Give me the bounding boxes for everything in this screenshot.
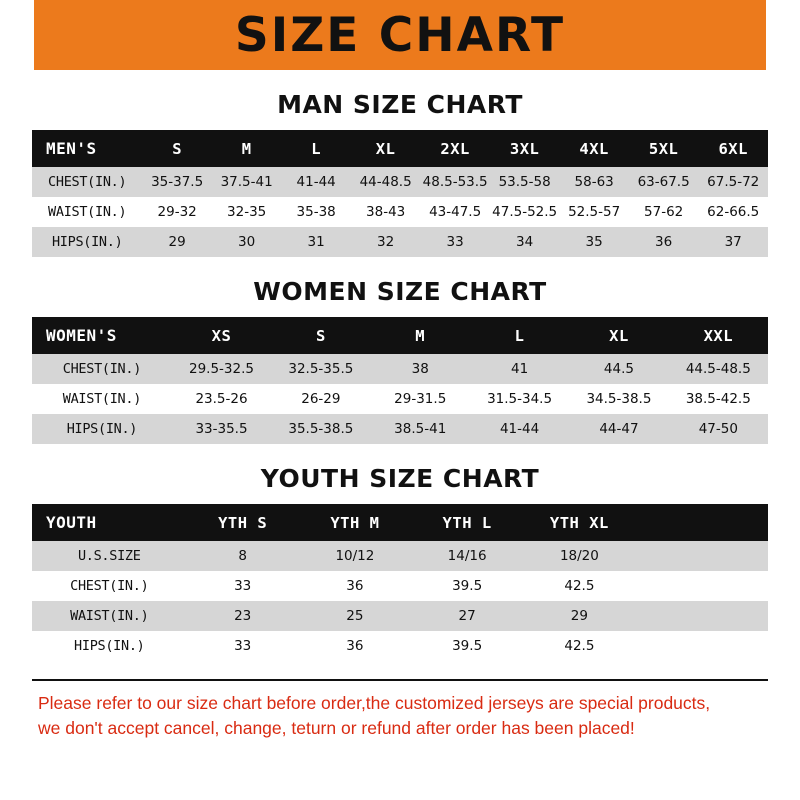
youth-cell — [702, 571, 768, 601]
youth-cell: 10/12 — [299, 541, 411, 571]
youth-cell: 36 — [299, 571, 411, 601]
youth-size-table — [32, 504, 768, 661]
men-size-table — [32, 130, 768, 257]
men-cell: 33 — [420, 227, 490, 257]
women-row-label: HIPS(IN.) — [32, 414, 172, 444]
men-header-cell: L — [281, 130, 351, 167]
youth-header-cell: YOUTH — [32, 504, 187, 541]
women-cell: 29-31.5 — [371, 384, 470, 414]
youth-row-label: CHEST(IN.) — [32, 571, 187, 601]
table-row — [32, 571, 768, 601]
table-row — [32, 197, 768, 227]
youth-cell — [636, 631, 702, 661]
page-title: SIZE CHART — [234, 7, 566, 63]
women-cell: 38 — [371, 354, 470, 384]
youth-cell: 18/20 — [523, 541, 635, 571]
men-cell: 35 — [559, 227, 629, 257]
women-cell: 35.5-38.5 — [271, 414, 370, 444]
women-cell: 33-35.5 — [172, 414, 271, 444]
youth-row-label: U.S.SIZE — [32, 541, 187, 571]
youth-cell: 27 — [411, 601, 523, 631]
youth-header-cell — [702, 504, 768, 541]
women-cell: 44.5-48.5 — [669, 354, 768, 384]
table-row — [32, 167, 768, 197]
youth-cell: 42.5 — [523, 631, 635, 661]
youth-header-cell: YTH S — [187, 504, 299, 541]
table-row — [32, 384, 768, 414]
youth-header-cell — [636, 504, 702, 541]
men-header-cell: 4XL — [559, 130, 629, 167]
youth-cell: 8 — [187, 541, 299, 571]
youth-cell — [702, 631, 768, 661]
women-cell: 38.5-42.5 — [669, 384, 768, 414]
men-row-label: CHEST(IN.) — [32, 167, 142, 197]
men-cell: 47.5-52.5 — [490, 197, 560, 227]
women-size-table — [32, 317, 768, 444]
men-header-cell: MEN'S — [32, 130, 142, 167]
banner-left-spacer — [0, 0, 34, 70]
content — [0, 70, 800, 800]
men-cell: 62-66.5 — [698, 197, 768, 227]
men-header-cell: 5XL — [629, 130, 699, 167]
men-row-label: WAIST(IN.) — [32, 197, 142, 227]
youth-cell: 33 — [187, 631, 299, 661]
men-cell: 41-44 — [281, 167, 351, 197]
women-cell: 26-29 — [271, 384, 370, 414]
youth-header-cell: YTH L — [411, 504, 523, 541]
men-header-cell: S — [142, 130, 212, 167]
table-header-row — [32, 317, 768, 354]
youth-row-label: WAIST(IN.) — [32, 601, 187, 631]
women-section-title: WOMEN SIZE CHART — [253, 277, 547, 306]
women-cell: 34.5-38.5 — [569, 384, 668, 414]
men-cell: 37.5-41 — [212, 167, 282, 197]
men-cell: 63-67.5 — [629, 167, 699, 197]
youth-cell — [636, 571, 702, 601]
women-header-cell: L — [470, 317, 569, 354]
women-cell: 41-44 — [470, 414, 569, 444]
youth-cell: 25 — [299, 601, 411, 631]
youth-cell — [702, 601, 768, 631]
men-cell: 36 — [629, 227, 699, 257]
youth-cell: 39.5 — [411, 631, 523, 661]
men-header-cell: 6XL — [698, 130, 768, 167]
women-cell: 31.5-34.5 — [470, 384, 569, 414]
men-header-cell: 3XL — [490, 130, 560, 167]
men-header-cell: M — [212, 130, 282, 167]
women-header-cell: XXL — [669, 317, 768, 354]
women-header-cell: M — [371, 317, 470, 354]
men-cell: 35-38 — [281, 197, 351, 227]
men-header-cell: 2XL — [420, 130, 490, 167]
table-row — [32, 631, 768, 661]
women-cell: 47-50 — [669, 414, 768, 444]
banner — [0, 0, 800, 70]
youth-cell: 29 — [523, 601, 635, 631]
table-header-row — [32, 504, 768, 541]
table-row — [32, 414, 768, 444]
men-cell: 32 — [351, 227, 421, 257]
youth-cell — [636, 541, 702, 571]
men-section-title: MAN SIZE CHART — [277, 90, 523, 119]
footer-note-line-2: we don't accept cancel, change, teturn or refund after order has been placed! — [38, 718, 635, 739]
table-row — [32, 541, 768, 571]
men-cell: 37 — [698, 227, 768, 257]
youth-cell — [702, 541, 768, 571]
youth-cell: 23 — [187, 601, 299, 631]
youth-cell: 39.5 — [411, 571, 523, 601]
youth-section-title: YOUTH SIZE CHART — [260, 464, 540, 493]
women-header-cell: XS — [172, 317, 271, 354]
men-cell: 44-48.5 — [351, 167, 421, 197]
women-row-label: CHEST(IN.) — [32, 354, 172, 384]
women-row-label: WAIST(IN.) — [32, 384, 172, 414]
footer-note — [32, 679, 768, 742]
youth-cell: 36 — [299, 631, 411, 661]
women-cell: 44-47 — [569, 414, 668, 444]
youth-cell: 14/16 — [411, 541, 523, 571]
women-cell: 29.5-32.5 — [172, 354, 271, 384]
men-header-cell: XL — [351, 130, 421, 167]
men-cell: 53.5-58 — [490, 167, 560, 197]
youth-header-cell: YTH XL — [523, 504, 635, 541]
men-cell: 29-32 — [142, 197, 212, 227]
women-cell: 41 — [470, 354, 569, 384]
men-cell: 48.5-53.5 — [420, 167, 490, 197]
table-row — [32, 601, 768, 631]
youth-cell: 33 — [187, 571, 299, 601]
women-cell: 23.5-26 — [172, 384, 271, 414]
women-cell: 32.5-35.5 — [271, 354, 370, 384]
women-header-cell: XL — [569, 317, 668, 354]
table-row — [32, 354, 768, 384]
youth-cell — [636, 601, 702, 631]
youth-cell: 42.5 — [523, 571, 635, 601]
men-cell: 35-37.5 — [142, 167, 212, 197]
men-row-label: HIPS(IN.) — [32, 227, 142, 257]
table-header-row — [32, 130, 768, 167]
footer-note-line-1: Please refer to our size chart before order,the customized jerseys are special products, — [38, 693, 711, 713]
youth-header-cell: YTH M — [299, 504, 411, 541]
men-cell: 32-35 — [212, 197, 282, 227]
men-cell: 30 — [212, 227, 282, 257]
youth-row-label: HIPS(IN.) — [32, 631, 187, 661]
women-cell: 44.5 — [569, 354, 668, 384]
men-cell: 57-62 — [629, 197, 699, 227]
women-header-cell: S — [271, 317, 370, 354]
men-cell: 31 — [281, 227, 351, 257]
women-header-cell: WOMEN'S — [32, 317, 172, 354]
men-cell: 43-47.5 — [420, 197, 490, 227]
table-row — [32, 227, 768, 257]
women-cell: 38.5-41 — [371, 414, 470, 444]
men-cell: 67.5-72 — [698, 167, 768, 197]
men-cell: 38-43 — [351, 197, 421, 227]
men-cell: 29 — [142, 227, 212, 257]
men-cell: 52.5-57 — [559, 197, 629, 227]
men-cell: 58-63 — [559, 167, 629, 197]
banner-right-spacer — [766, 0, 800, 70]
men-cell: 34 — [490, 227, 560, 257]
